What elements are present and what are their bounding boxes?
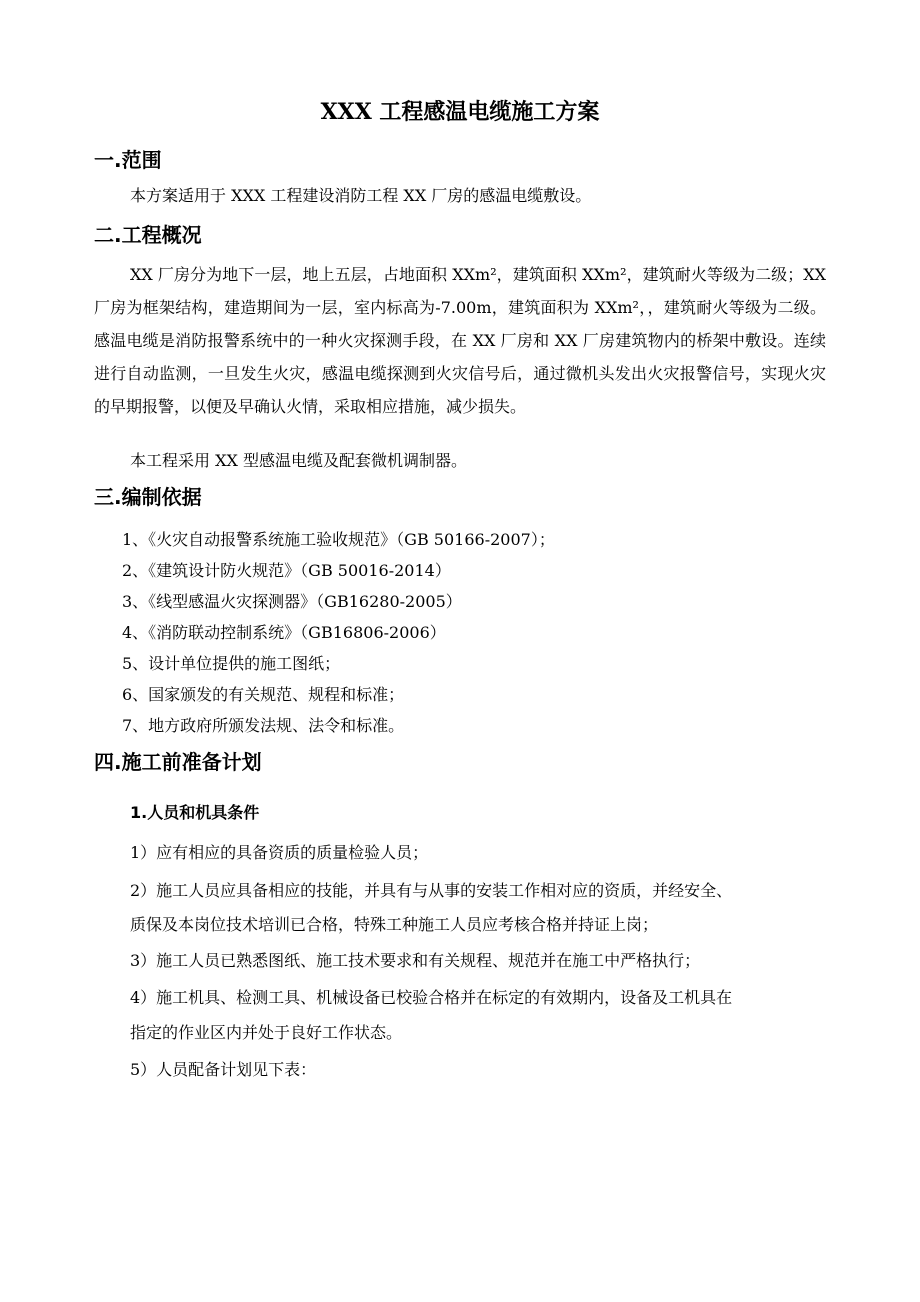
- list-item: 5）人员配备计划见下表：: [130, 1060, 317, 1079]
- document-title: XXX 工程感温电缆施工方案: [320, 99, 600, 125]
- scope-paragraph: 本方案适用于 XXX 工程建设消防工程 XX 厂房的感温电缆敷设。: [130, 186, 592, 205]
- list-item: 2、《建筑设计防火规范》（GB 50016-2014）: [122, 561, 451, 580]
- list-item: 4、《消防联动控制系统》（GB16806-2006）: [122, 623, 446, 642]
- list-item: 1）应有相应的具备资质的质量检验人员；: [130, 843, 429, 862]
- subsection-heading-personnel: 1.人员和机具条件: [130, 803, 260, 822]
- list-item: 2）施工人员应具备相应的技能，并具有与从事的安装工作相对应的资质，并经安全、: [130, 881, 733, 900]
- list-item: 指定的作业区内并处于良好工作状态。: [130, 1023, 403, 1042]
- section-heading-preparation: 四.施工前准备计划: [94, 750, 262, 774]
- section-heading-scope: 一.范围: [94, 148, 162, 172]
- list-item: 4）施工机具、检测工具、机械设备已校验合格并在标定的有效期内，设备及工机具在: [130, 988, 733, 1007]
- list-item: 6、国家颁发的有关规范、规程和标准；: [122, 685, 405, 704]
- list-item: 1、《火灾自动报警系统施工验收规范》（GB 50166-2007）；: [122, 530, 555, 549]
- list-item: 5、设计单位提供的施工图纸；: [122, 654, 341, 673]
- overview-paragraph: XX 厂房分为地下一层，地上五层，占地面积 XXm²，建筑面积 XXm²，建筑耐火等级为二级；XX 厂房为框架结构，建造期间为一层，室内标高为-7.00m，建筑面积为 XXm²，，建筑耐火等级为二级。感温电缆是消防报警系统中的一种火灾探测手段，在 XX 厂房和 XX 厂房建筑物内的桥架中敷设。连续进行自动监测，一旦发生火灾，感温电缆探测到火灾信号后，通过微机头发出火灾报警信号，实现火灾的早期报警，以便及早确认火情，采取相应措施，减少损失。: [94, 265, 826, 416]
- overview-paragraph-2: 本工程采用 XX 型感温电缆及配套微机调制器。: [130, 451, 467, 470]
- list-item: 质保及本岗位技术培训已合格，特殊工种施工人员应考核合格并持证上岗；: [130, 915, 659, 934]
- section-heading-overview: 二.工程概况: [94, 223, 202, 247]
- list-item: 3、《线型感温火灾探测器》（GB16280-2005）: [122, 592, 462, 611]
- list-item: 3）施工人员已熟悉图纸、施工技术要求和有关规程、规范并在施工中严格执行；: [130, 951, 701, 970]
- section-heading-basis: 三.编制依据: [94, 485, 202, 509]
- list-item: 7、地方政府所颁发法规、法令和标准。: [122, 716, 405, 735]
